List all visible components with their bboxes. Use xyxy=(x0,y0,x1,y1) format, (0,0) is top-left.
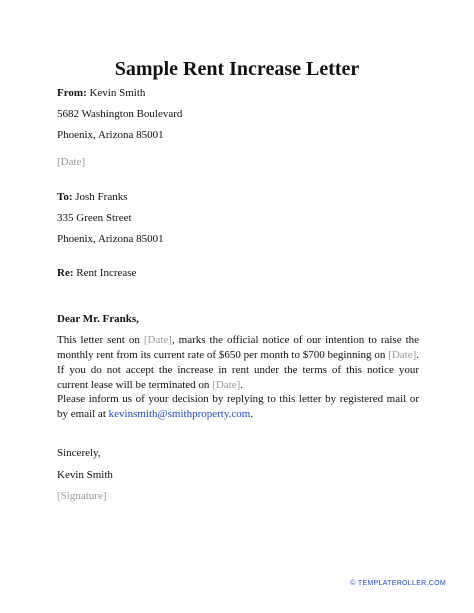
salutation: Dear Mr. Franks, xyxy=(57,313,139,325)
letter-title: Sample Rent Increase Letter xyxy=(114,58,360,80)
body1-text-4: . xyxy=(240,379,244,391)
date-line: [Date] xyxy=(57,156,86,168)
body1-text-3: . If you do not accept the increase in rent under the terms of this notice your current lease will be terminated on xyxy=(57,349,419,391)
email-link[interactable]: kevinsmith@smithproperty.com xyxy=(108,408,251,420)
subject-line xyxy=(57,266,136,281)
re-label: Re: xyxy=(57,267,74,279)
body-paragraph-1: This letter sent on [Date], marks the official notice of our intention to raise the monthly rent from its current rate of $650 per month to $700 beginning on [Date]. If you do not accept the increase in rent under the terms of this notice your current lease will be terminated on [Date]. xyxy=(57,334,420,391)
closing: Sincerely, xyxy=(57,447,101,459)
sender-address1: 5682 Washington Boulevard xyxy=(57,108,183,120)
recipient-block xyxy=(57,190,164,247)
recipient-name: Josh Franks xyxy=(75,191,128,203)
body-paragraph-2 xyxy=(57,392,419,422)
signature-line: [Signature] xyxy=(57,490,107,502)
sender-block xyxy=(57,86,182,143)
body1-text-1: This letter sent on xyxy=(57,334,144,346)
recipient-name-line xyxy=(57,190,164,205)
date-placeholder-3: Date xyxy=(215,379,237,391)
recipient-address1: 335 Green Street xyxy=(57,212,132,224)
date-placeholder: Date xyxy=(60,156,82,168)
date-placeholder-2: Date xyxy=(391,349,413,361)
body2-end: . xyxy=(250,408,254,420)
date-placeholder-1: Date xyxy=(147,334,169,346)
sender-address2: Phoenix, Arizona 85001 xyxy=(57,129,164,141)
sender-name: Kevin Smith xyxy=(89,87,146,99)
from-label: From: xyxy=(57,87,87,99)
body1-text-2: , marks the official notice of our intention to raise the monthly rent from its current rate of $650 per month to $700 beginning on xyxy=(57,334,420,361)
to-label: To: xyxy=(57,191,73,203)
sender-name-line xyxy=(57,86,182,101)
footer-watermark[interactable]: © TEMPLATEROLLER.COM xyxy=(350,580,446,587)
subject-text: Rent Increase xyxy=(76,267,137,279)
signature-placeholder: Signature xyxy=(60,490,103,502)
recipient-address2: Phoenix, Arizona 85001 xyxy=(57,233,164,245)
body2-text: Please inform us of your decision by replying to this letter by registered mail or by email at xyxy=(57,393,419,420)
signer-name: Kevin Smith xyxy=(57,469,113,481)
